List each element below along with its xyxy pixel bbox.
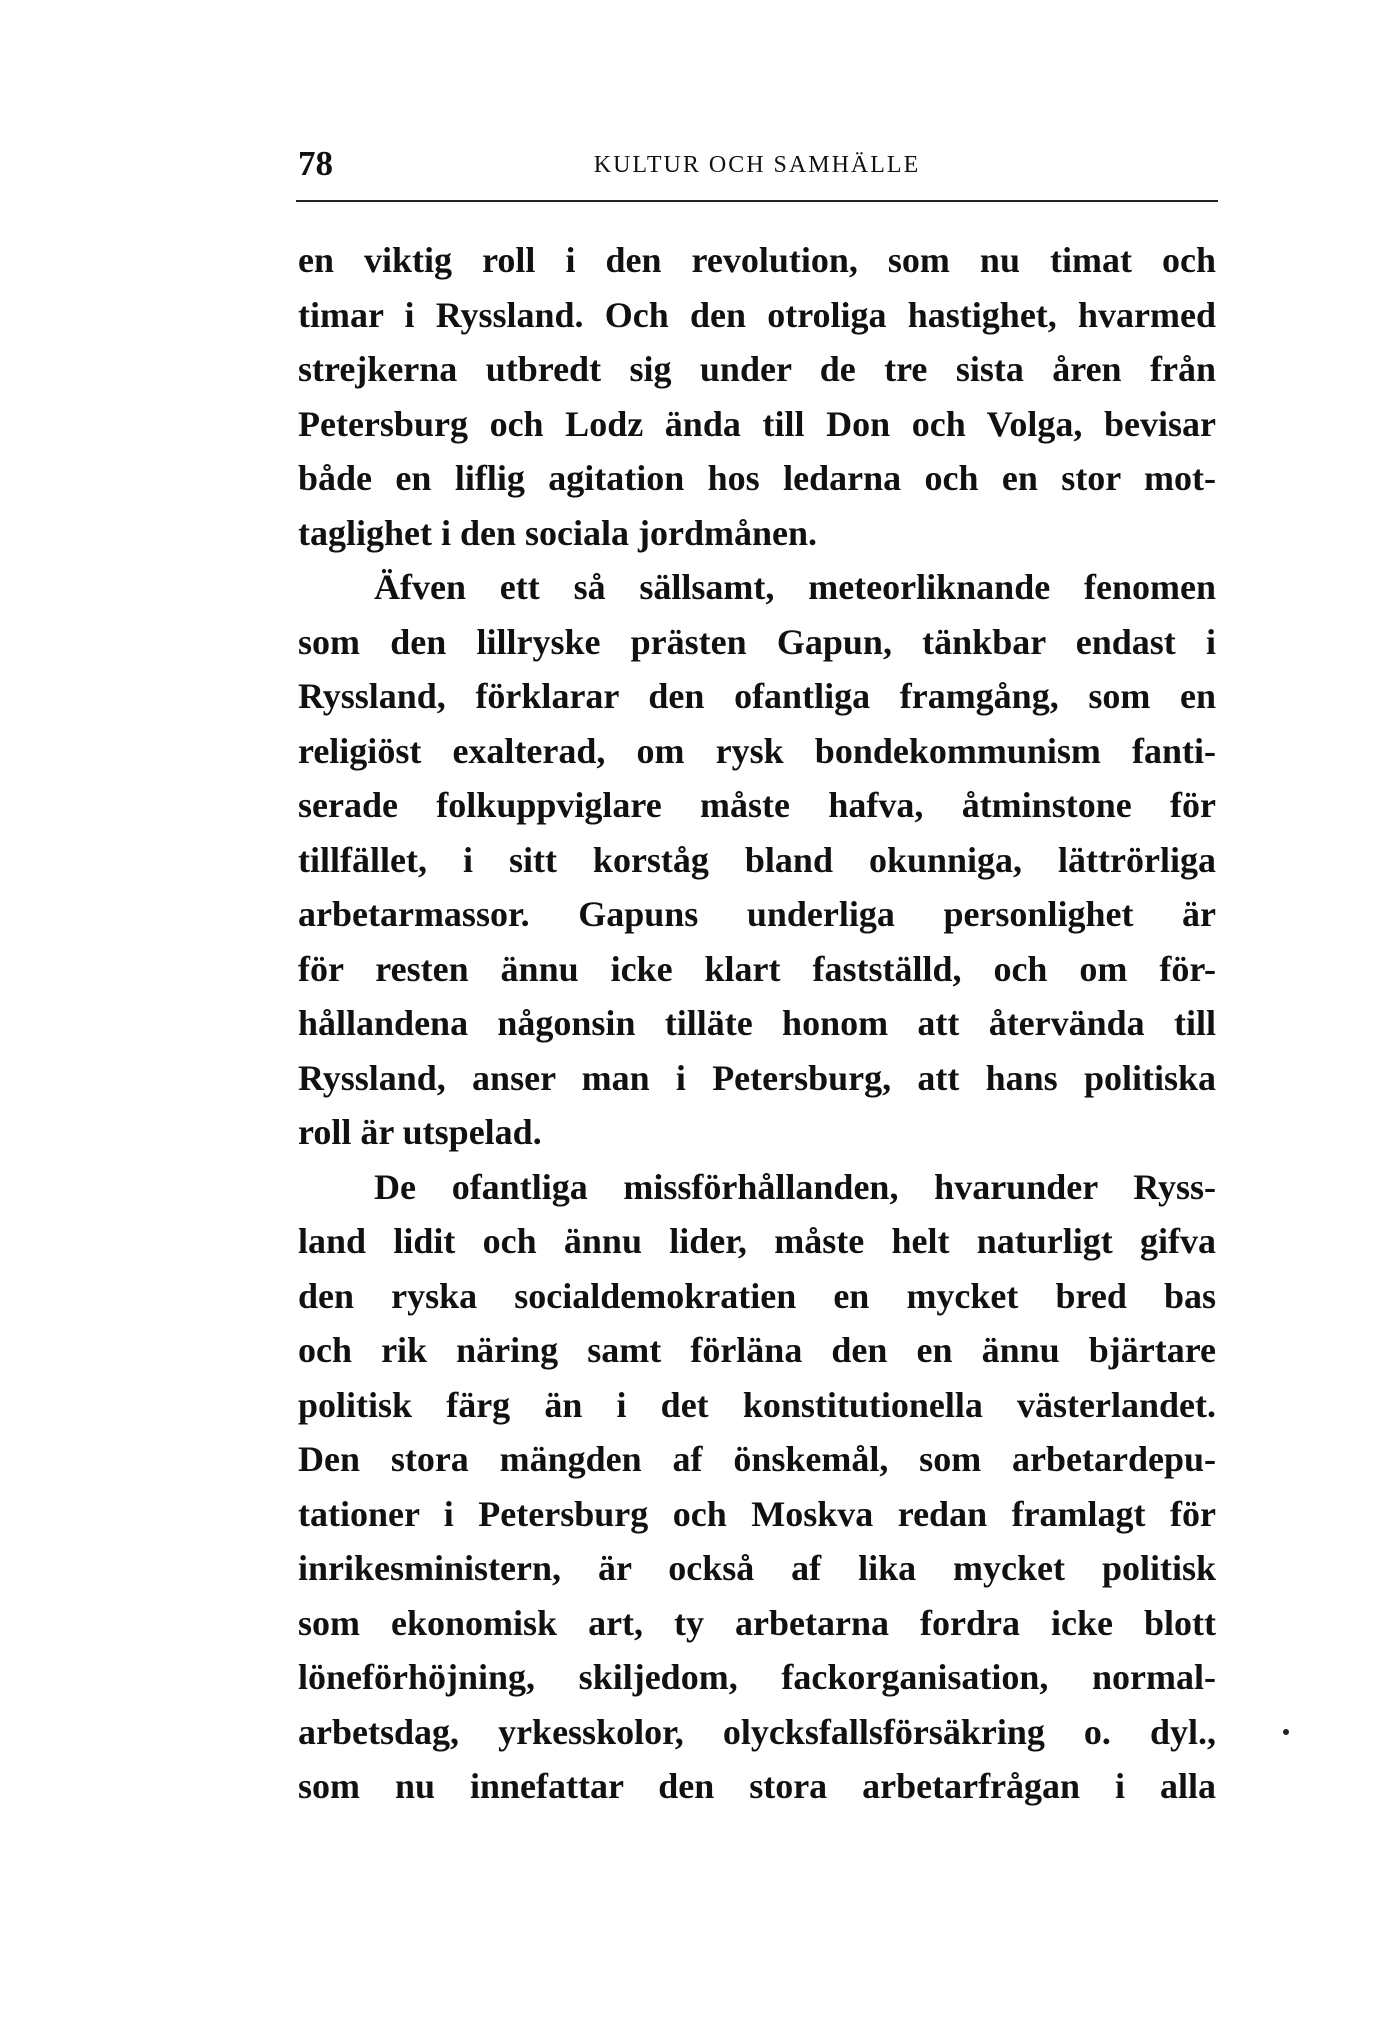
- text-line: strejkerna utbredt sig under de tre sista åren från: [298, 349, 1216, 389]
- text-line: De ofantliga missförhållanden, hvarunder Ryss-: [374, 1166, 1216, 1207]
- body-text: [298, 233, 1216, 1814]
- text-line: som ekonomisk art, ty arbetarna fordra icke blott: [298, 1602, 1216, 1643]
- text-line: en viktig roll i den revolution, som nu timat och: [298, 240, 1216, 280]
- text-line: serade folkuppviglare måste hafva, åtminstone för: [298, 785, 1216, 825]
- text-line: och rik näring samt förläna den en ännu bjärtare: [298, 1330, 1216, 1370]
- text-line: arbetsdag, yrkesskolor, olycksfallsförsäkring o. dyl.,: [298, 1711, 1216, 1752]
- text-line: arbetarmassor. Gapuns underliga personlighet är: [298, 894, 1216, 934]
- text-line: Den stora mängden af önskemål, som arbetardepu-: [298, 1439, 1216, 1479]
- text-line: Ryssland, förklarar den ofantliga framgång, som en: [298, 676, 1216, 716]
- text-line: tillfället, i sitt korståg bland okunniga, lättrörliga: [298, 839, 1216, 880]
- text-line: både en liflig agitation hos ledarna och en stor mot-: [298, 458, 1216, 498]
- ink-speck: [1283, 1729, 1289, 1735]
- text-line: timar i Ryssland. Och den otroliga hastighet, hvarmed: [298, 294, 1216, 335]
- running-title: KULTUR OCH SAMHÄLLE: [593, 152, 921, 178]
- text-line: taglighet i den sociala jordmånen.: [298, 512, 817, 553]
- header-rule: [296, 200, 1218, 202]
- text-line: Petersburg och Lodz ända till Don och Volga, bevisar: [298, 403, 1216, 444]
- text-line: politisk färg än i det konstitutionella västerlandet.: [298, 1384, 1216, 1425]
- text-line: som den lillryske prästen Gapun, tänkbar endast i: [298, 621, 1216, 662]
- text-line: tationer i Petersburg och Moskva redan framlagt för: [298, 1493, 1216, 1534]
- text-line: som nu innefattar den stora arbetarfrågan i alla: [298, 1766, 1216, 1806]
- running-head: [298, 144, 1216, 192]
- text-line: inrikesministern, är också af lika mycket politisk: [298, 1548, 1216, 1588]
- text-line: för resten ännu icke klart fastställd, och om för-: [298, 948, 1216, 989]
- text-line: Äfven ett så sällsamt, meteorliknande fenomen: [374, 567, 1216, 607]
- text-line: land lidit och ännu lider, måste helt naturligt gifva: [298, 1221, 1216, 1261]
- text-line: hållandena någonsin tilläte honom att återvända till: [298, 1003, 1216, 1043]
- text-line: löneförhöjning, skiljedom, fackorganisation, normal-: [298, 1657, 1216, 1697]
- text-line: den ryska socialdemokratien en mycket bred bas: [298, 1275, 1216, 1316]
- text-line: Ryssland, anser man i Petersburg, att hans politiska: [298, 1057, 1216, 1098]
- page-number: 78: [298, 144, 333, 183]
- text-line: roll är utspelad.: [298, 1112, 542, 1152]
- text-line: religiöst exalterad, om rysk bondekommunism fanti-: [298, 730, 1216, 771]
